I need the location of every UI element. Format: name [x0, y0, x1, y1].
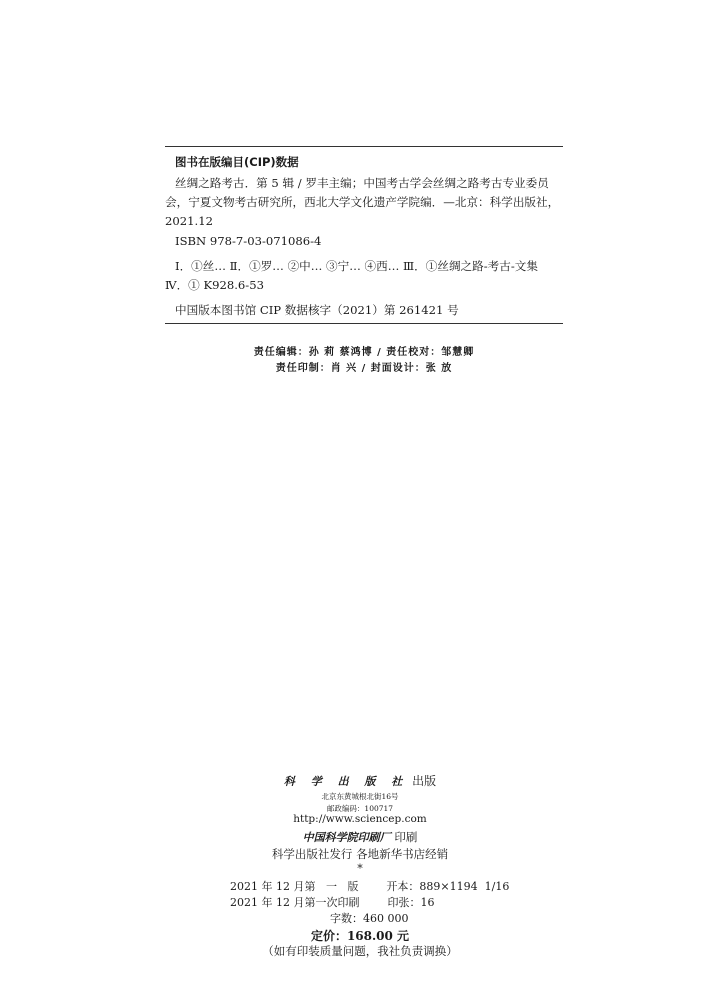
staff-production: 责任印制：肖 兴 / 封面设计：张 放 — [275, 363, 453, 374]
printer-line — [160, 829, 560, 845]
price: 定价：168.00 元 — [310, 929, 410, 943]
distribution-line: 科学出版社发行 各地新华书店经销 — [271, 847, 449, 861]
staff-editors: 责任编辑：孙 莉 蔡鸿博 / 责任校对：邹慧卿 — [253, 347, 475, 358]
cip-bottom-rule — [165, 323, 563, 324]
printer-name: 中国科学院印刷厂 — [302, 831, 391, 844]
cip-isbn: ISBN 978-7-03-071086-4 — [175, 234, 322, 248]
publisher-line — [160, 772, 560, 789]
cip-number: 中国版本图书馆 CIP 数据核字（2021）第 261421 号 — [175, 303, 459, 317]
publisher-suffix: 出版 — [412, 774, 437, 788]
quality-note: （如有印装质量问题，我社负责调换） — [262, 944, 458, 958]
spec-edition: 2021 年 12 月第 一 版 开本：889×1194 1/16 — [230, 880, 510, 893]
cip-classification: Ⅰ．①丝… Ⅱ．①罗… ②中… ③宁… ④西… Ⅲ．①丝绸之路-考古-文集 Ⅳ．① K928.6-53 — [165, 259, 538, 292]
publisher-url: http://www.sciencep.com — [293, 813, 427, 825]
spec-words: 字数：460 000 — [330, 912, 409, 925]
cip-block — [165, 146, 563, 324]
printer-suffix: 印刷 — [394, 830, 418, 844]
spec-printing: 2021 年 12 月第一次印刷 印张：16 — [230, 896, 435, 909]
separator-star: * — [357, 862, 363, 875]
cip-title: 图书在版编目(CIP)数据 — [175, 155, 299, 169]
publisher-name: 科 学 出 版 社 — [283, 775, 409, 788]
cip-description: 丝绸之路考古．第 5 辑 / 罗丰主编；中国考古学会丝绸之路考古专业委员会，宁夏文物考古研究所，西北大学文化遗产学院编．—北京：科学出版社，2021.12 — [165, 176, 560, 228]
cip-top-rule — [165, 146, 563, 147]
publisher-address: 北京东黄城根北街16号 — [321, 792, 399, 801]
publisher-postcode: 邮政编码：100717 — [326, 804, 394, 813]
